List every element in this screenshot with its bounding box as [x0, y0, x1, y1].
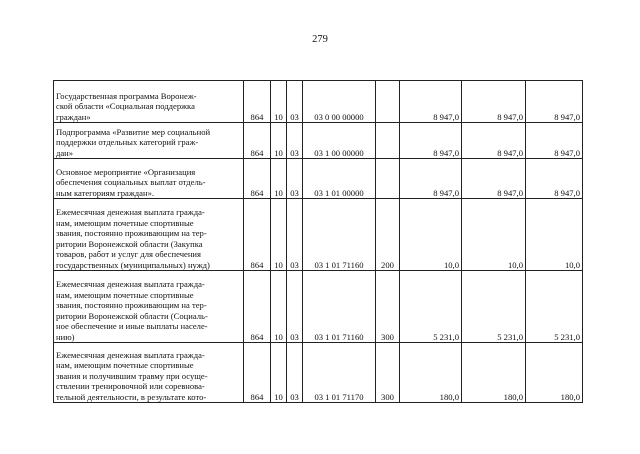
row-name-line: ритории Воронежской области (Закупка [56, 238, 203, 249]
row-name-line: ное обеспечение и иные выплаты населе- [56, 321, 208, 331]
row-name-line: Ежемесячная денежная выплата гражда- [56, 279, 205, 289]
row-name-line: Основное мероприятие «Организация [56, 166, 196, 177]
target-article-cell: 03 1 00 00000 [303, 123, 376, 159]
grbs-code-cell: 864 [244, 81, 271, 123]
amount-year1-cell: 180,0 [400, 343, 462, 403]
row-name-cell [54, 271, 244, 343]
amount-year1-cell: 8 947,0 [400, 159, 462, 199]
row-name-line: ным категориям граждан». [56, 187, 155, 198]
row-name-line: нам, имеющим почетные спортивные [56, 217, 194, 228]
section-code-cell: 10 [271, 199, 287, 271]
amount-year2-cell: 180,0 [462, 343, 526, 403]
row-name-line: товаров, работ и услуг для обеспечения [56, 249, 201, 259]
expense-type-cell: 200 [376, 199, 400, 271]
row-name-cell [54, 199, 244, 271]
budget-table [53, 80, 583, 403]
grbs-code-cell: 864 [244, 271, 271, 343]
grbs-code-cell: 864 [244, 159, 271, 199]
amount-year2-cell: 5 231,0 [462, 271, 526, 343]
row-name-line: нам, имеющим почетные спортивные [56, 360, 194, 370]
row-name-line: тельной деятельности, в результате кото- [56, 391, 207, 402]
amount-year2-cell: 8 947,0 [462, 81, 526, 123]
amount-year2-cell: 10,0 [462, 199, 526, 271]
section-code-cell: 10 [271, 343, 287, 403]
grbs-code-cell: 864 [244, 199, 271, 271]
table-row [54, 123, 583, 159]
amount-year3-cell: 8 947,0 [526, 159, 583, 199]
row-name-line: Ежемесячная денежная выплата гражда- [56, 349, 205, 360]
target-article-cell: 03 0 00 00000 [303, 81, 376, 123]
row-name-line: поддержки отдельных категорий граж- [56, 137, 199, 147]
row-name-line: нам, имеющим почетные спортивные [56, 289, 194, 300]
subsection-code-cell: 03 [287, 271, 303, 343]
amount-year1-cell: 8 947,0 [400, 81, 462, 123]
amount-year1-cell: 10,0 [400, 199, 462, 271]
section-code-cell: 10 [271, 123, 287, 159]
row-name-line: Государственная программа Воронеж- [56, 90, 197, 101]
page-number: 279 [312, 34, 328, 45]
expense-type-cell [376, 123, 400, 159]
table-row [54, 343, 583, 403]
subsection-code-cell: 03 [287, 343, 303, 403]
target-article-cell: 03 1 01 71160 [303, 271, 376, 343]
section-code-cell: 10 [271, 159, 287, 199]
row-name-cell [54, 343, 244, 403]
row-name-line: граждан» [56, 111, 91, 122]
amount-year1-cell: 5 231,0 [400, 271, 462, 343]
subsection-code-cell: 03 [287, 81, 303, 123]
row-name-line: звания, постоянно проживающим на тер- [56, 228, 207, 238]
row-name-line: Подпрограмма «Развитие мер социальной [56, 126, 211, 137]
subsection-code-cell: 03 [287, 123, 303, 159]
expense-type-cell [376, 81, 400, 123]
expense-type-cell: 300 [376, 343, 400, 403]
target-article-cell: 03 1 01 71170 [303, 343, 376, 403]
amount-year3-cell: 180,0 [526, 343, 583, 403]
row-name-line: обеспечения социальных выплат отдель- [56, 177, 206, 187]
expense-type-cell: 300 [376, 271, 400, 343]
amount-year2-cell: 8 947,0 [462, 159, 526, 199]
subsection-code-cell: 03 [287, 199, 303, 271]
target-article-cell: 03 1 01 00000 [303, 159, 376, 199]
section-code-cell: 10 [271, 81, 287, 123]
amount-year3-cell: 8 947,0 [526, 81, 583, 123]
section-code-cell: 10 [271, 271, 287, 343]
row-name-cell [54, 159, 244, 199]
grbs-code-cell: 864 [244, 123, 271, 159]
row-name-line: ритории Воронежской области (Социаль- [56, 310, 208, 321]
row-name-cell [54, 123, 244, 159]
table-row [54, 159, 583, 199]
target-article-cell: 03 1 01 71160 [303, 199, 376, 271]
table-row [54, 199, 583, 271]
grbs-code-cell: 864 [244, 343, 271, 403]
amount-year3-cell: 5 231,0 [526, 271, 583, 343]
row-name-cell [54, 81, 244, 123]
row-name-line: ской области «Социальная поддержка [56, 101, 195, 111]
amount-year1-cell: 8 947,0 [400, 123, 462, 159]
row-name-line: звания, постоянно проживающим на тер- [56, 300, 207, 310]
row-name-line: ствлении тренировочной или соревнова- [56, 381, 205, 391]
expense-type-cell [376, 159, 400, 199]
amount-year3-cell: 10,0 [526, 199, 583, 271]
table-row [54, 81, 583, 123]
amount-year3-cell: 8 947,0 [526, 123, 583, 159]
table-row [54, 271, 583, 343]
amount-year2-cell: 8 947,0 [462, 123, 526, 159]
row-name-line: звания и получившим травму при осуще- [56, 370, 208, 381]
row-name-line: государственных (муниципальных) нужд) [56, 259, 210, 270]
row-name-line: нию) [56, 331, 75, 342]
subsection-code-cell: 03 [287, 159, 303, 199]
row-name-line: дан» [56, 147, 74, 158]
row-name-line: Ежемесячная денежная выплата гражда- [56, 207, 205, 217]
